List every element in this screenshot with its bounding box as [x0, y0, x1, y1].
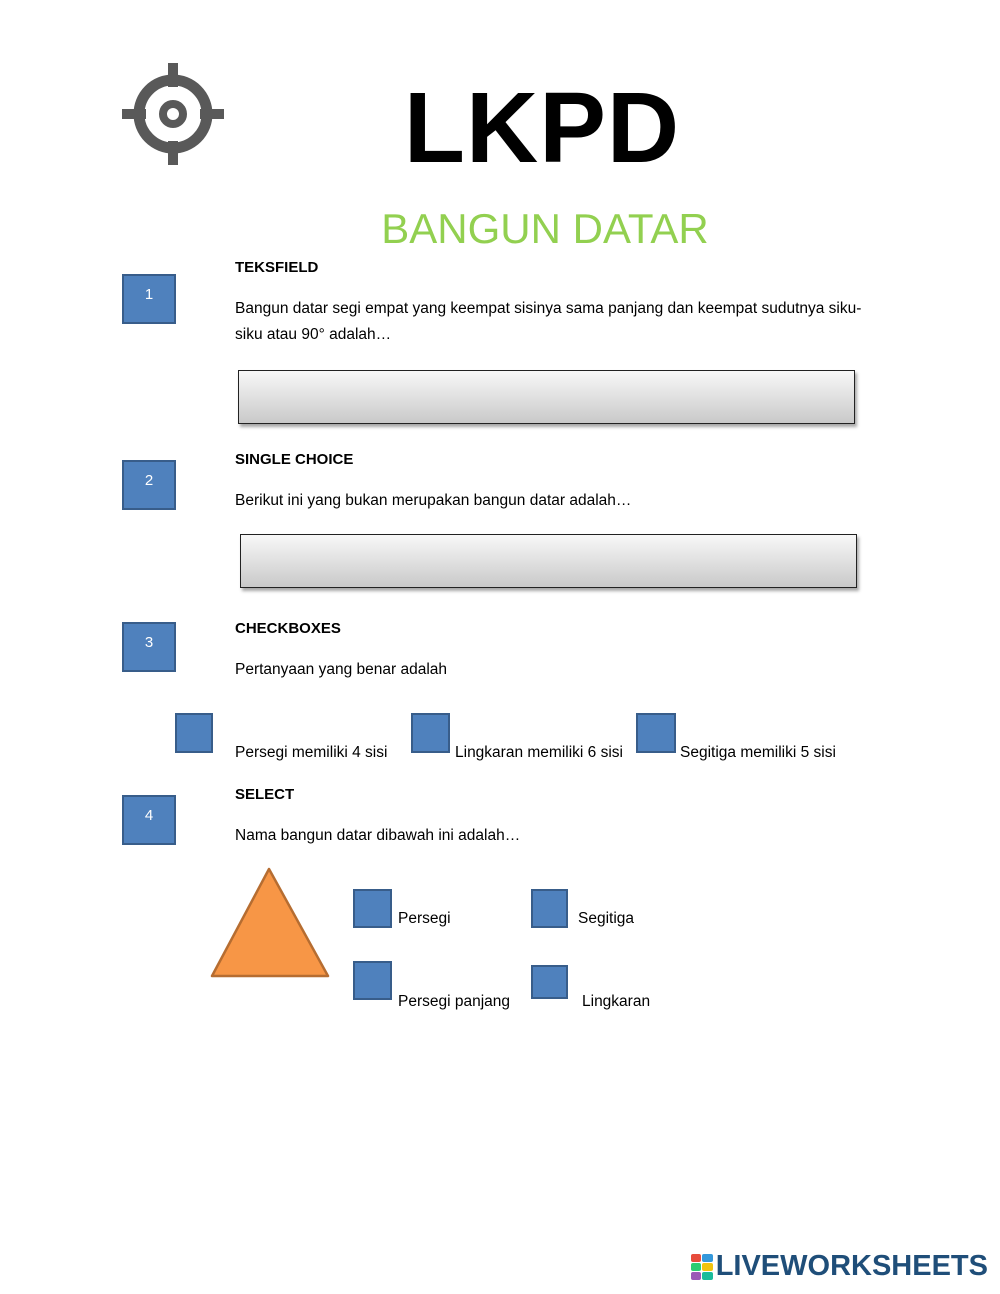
checkbox-label-2: Lingkaran memiliki 6 sisi	[455, 744, 623, 761]
question-type-1: TEKSFIELD	[235, 259, 319, 276]
liveworksheets-mark-icon	[691, 1254, 713, 1280]
question-number-2: 2	[122, 460, 176, 510]
single-choice-field[interactable]	[240, 534, 857, 588]
select-option-lingkaran[interactable]	[531, 965, 568, 999]
checkbox-option-1[interactable]	[175, 713, 213, 753]
question-type-3: CHECKBOXES	[235, 620, 341, 637]
select-label-segitiga: Segitiga	[578, 910, 635, 927]
question-number-4: 4	[122, 795, 176, 845]
question-text-3: Pertanyaan yang benar adalah	[235, 661, 447, 678]
checkbox-option-3[interactable]	[636, 713, 676, 753]
select-option-persegi[interactable]	[353, 889, 392, 928]
answer-text-field[interactable]	[238, 370, 855, 424]
page-title: LKPD	[403, 72, 681, 184]
question-type-4: SELECT	[235, 786, 295, 803]
select-label-persegi: Persegi	[398, 910, 451, 927]
question-number-1: 1	[122, 274, 176, 324]
select-option-segitiga[interactable]	[531, 889, 568, 928]
checkbox-option-2[interactable]	[411, 713, 450, 753]
triangle-image	[209, 866, 331, 980]
select-label-persegi-panjang: Persegi panjang	[398, 993, 511, 1010]
select-label-lingkaran: Lingkaran	[582, 993, 651, 1010]
question-text-4: Nama bangun datar dibawah ini adalah…	[235, 827, 521, 844]
select-option-persegi-panjang[interactable]	[353, 961, 392, 1000]
page-subtitle: BANGUN DATAR	[381, 205, 709, 252]
question-number-3: 3	[122, 622, 176, 672]
liveworksheets-logo	[691, 1252, 988, 1281]
question-text-2: Berikut ini yang bukan merupakan bangun datar adalah…	[235, 492, 632, 509]
checkbox-label-1: Persegi memiliki 4 sisi	[235, 744, 388, 761]
liveworksheets-brand: LIVEWORKSHEETS	[715, 1250, 988, 1282]
checkbox-label-3: Segitiga memiliki 5 sisi	[680, 744, 836, 761]
question-text-1: Bangun datar segi empat yang keempat sisinya sama panjang dan keempat sudutnya siku-siku atau 90° adalah…	[235, 300, 862, 343]
question-type-2: SINGLE CHOICE	[235, 451, 354, 468]
